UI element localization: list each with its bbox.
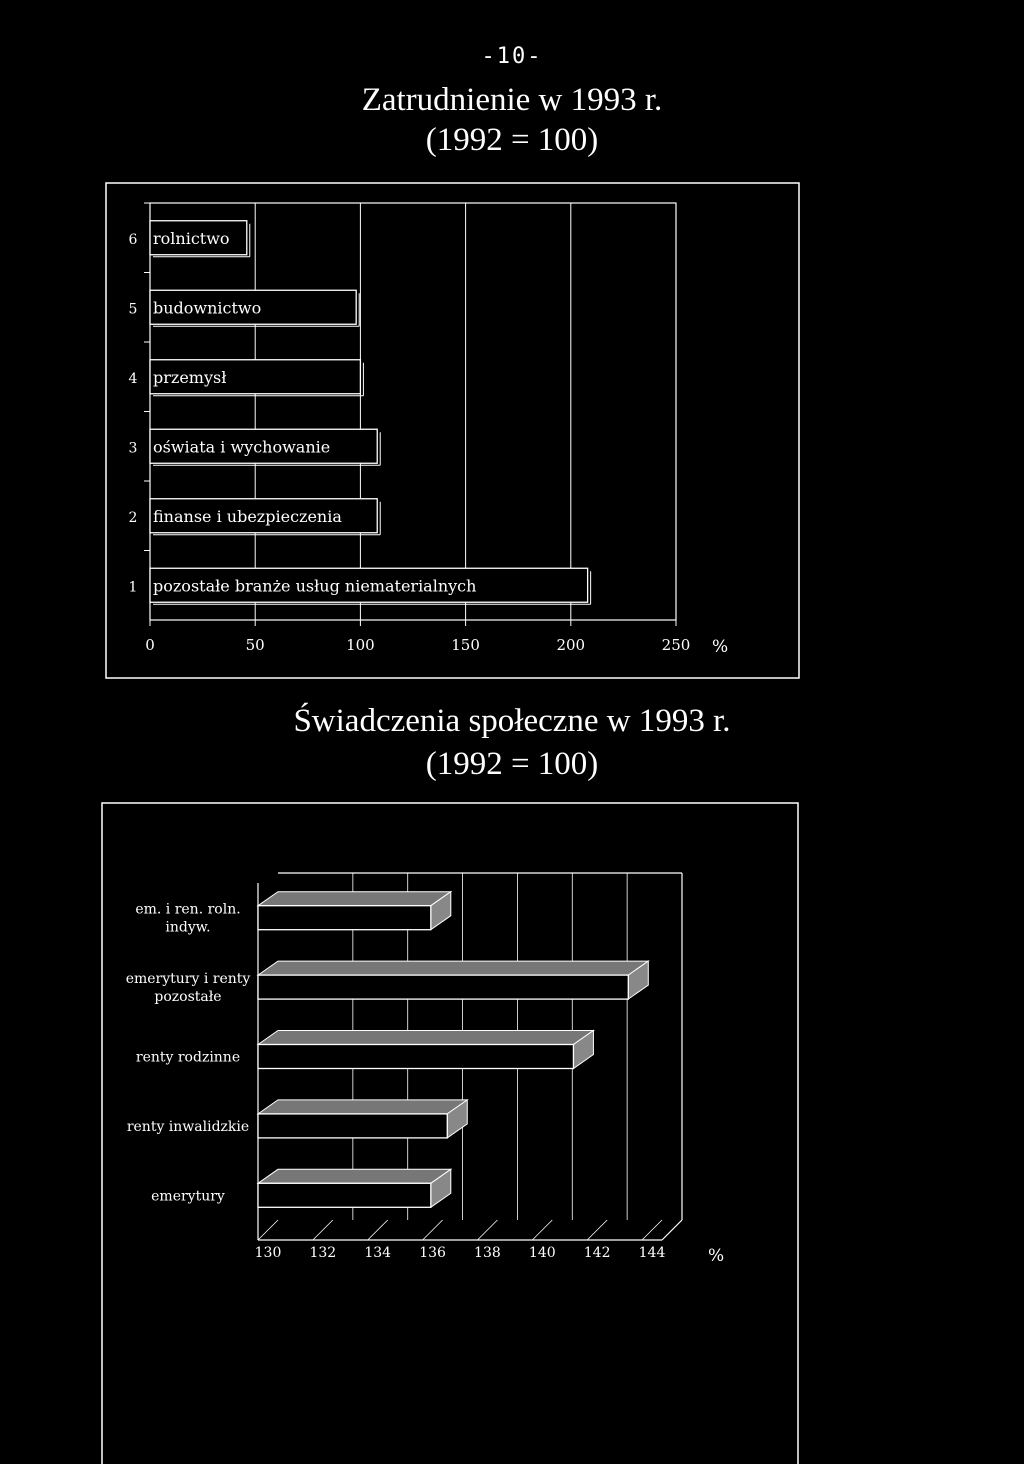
chart1-x-tick-label: 100 — [346, 636, 375, 654]
chart1-bar-label: budownictwo — [153, 298, 262, 318]
chart2-bar — [258, 975, 628, 999]
chart2-bar-top — [258, 1031, 593, 1045]
chart2-category-label: em. i ren. roln. indyw. — [135, 901, 241, 936]
chart1-bar-label: finanse i ubezpieczenia — [153, 506, 342, 526]
chart2-x-tick-label: 142 — [583, 1245, 611, 1261]
chart2-bar — [258, 1114, 447, 1138]
chart2-floor-side — [662, 1220, 682, 1240]
chart2-floor-gridline — [477, 1220, 497, 1240]
chart1-title: Zatrudnienie w 1993 r. — [361, 82, 663, 118]
chart2-subtitle: (1992 = 100) — [425, 746, 599, 782]
chart2-category-label: renty rodzinne — [135, 1049, 241, 1066]
chart2-floor-gridline — [423, 1220, 443, 1240]
chart2-unit-label: % — [708, 1246, 725, 1266]
chart2-floor-gridline — [532, 1220, 552, 1240]
chart2-category-label: emerytury — [151, 1188, 225, 1205]
chart2-title: Świadczenia społeczne w 1993 r. — [293, 703, 731, 739]
chart1-bar-label: pozostałe branże usług niematerialnych — [153, 576, 477, 596]
chart2-x-tick-label: 140 — [528, 1245, 556, 1261]
chart1-x-tick-label: 0 — [145, 636, 155, 654]
chart2-x-tick-label: 130 — [254, 1245, 282, 1261]
chart2-floor-gridline — [258, 1220, 278, 1240]
chart1-x-tick-label: 200 — [556, 636, 586, 654]
chart1-unit-label: % — [712, 637, 729, 657]
chart2-floor-gridline — [313, 1220, 333, 1240]
page-number: -10- — [481, 44, 543, 69]
chart1-bar-label: rolnictwo — [153, 228, 230, 248]
chart2-category-label: emerytury i renty pozostałe — [125, 971, 251, 1006]
chart1-row-number: 5 — [128, 301, 138, 318]
chart1-row-number: 4 — [128, 370, 138, 387]
chart2-bar — [258, 906, 431, 930]
chart2-category-label: renty inwalidzkie — [126, 1118, 250, 1135]
chart2-bar-top — [258, 1169, 451, 1183]
chart2-floor-gridline — [642, 1220, 662, 1240]
chart2-floor-gridline — [368, 1220, 388, 1240]
chart2-x-tick-label: 144 — [638, 1245, 666, 1261]
chart1-bar-label: oświata i wychowanie — [153, 437, 331, 457]
chart2-bar — [258, 1045, 573, 1069]
chart1-x-tick-label: 250 — [661, 636, 691, 654]
chart1-row-number: 1 — [128, 579, 138, 596]
chart1-row-number: 2 — [128, 509, 138, 526]
chart2-x-tick-label: 136 — [419, 1245, 446, 1261]
chart1-x-tick-label: 150 — [451, 636, 480, 654]
chart2-bar-top — [258, 961, 648, 975]
chart2-bar — [258, 1183, 431, 1207]
chart2-x-tick-label: 132 — [309, 1245, 337, 1261]
chart1-subtitle: (1992 = 100) — [425, 122, 599, 158]
chart2-x-tick-label: 134 — [364, 1245, 392, 1261]
chart1-row-number: 3 — [128, 440, 138, 457]
chart2-x-tick-label: 138 — [474, 1245, 501, 1261]
chart1-bar-label: przemysł — [153, 367, 227, 387]
chart1-x-tick-label: 50 — [245, 636, 265, 654]
chart1-row-number: 6 — [128, 231, 138, 248]
chart2-bar-top — [258, 1100, 467, 1114]
chart2-floor-gridline — [587, 1220, 607, 1240]
chart2-bar-top — [258, 892, 451, 906]
